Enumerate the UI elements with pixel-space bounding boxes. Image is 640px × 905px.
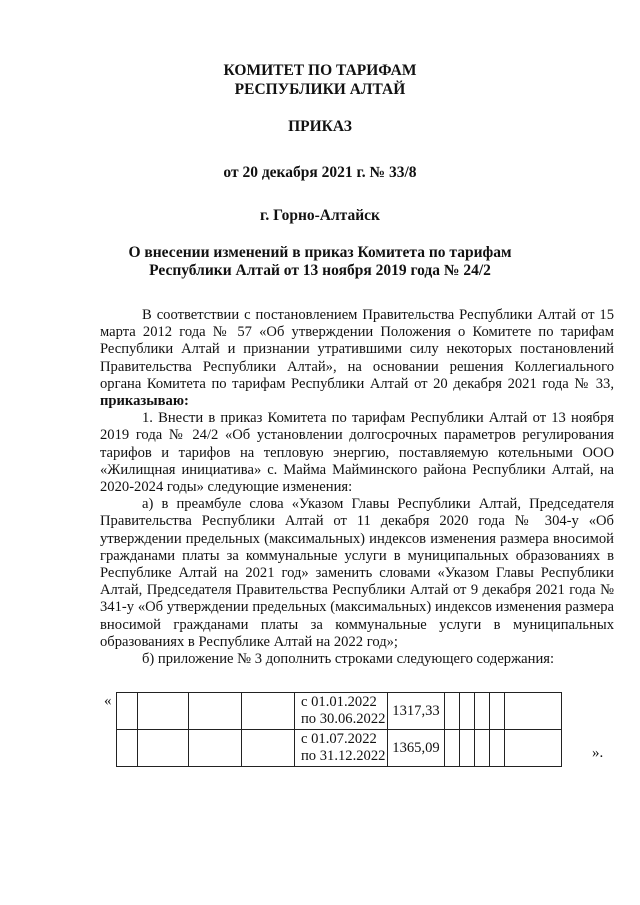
table-cell — [460, 730, 475, 767]
period-from: с 01.07.2022 — [301, 731, 377, 747]
paragraph-item-b: б) приложение № 3 дополнить строками следующего содержания: — [142, 651, 555, 668]
table-cell — [138, 693, 189, 730]
table-cell — [117, 693, 138, 730]
period-to: по 31.12.2022 — [301, 748, 386, 764]
table-cell — [505, 693, 562, 730]
preamble-order-word: приказываю: — [100, 393, 189, 410]
table-cell — [475, 730, 490, 767]
period-from: с 01.01.2022 — [301, 694, 377, 710]
table-cell — [445, 730, 460, 767]
table-row — [117, 693, 562, 730]
table-cell-period — [295, 730, 388, 767]
table-cell — [189, 730, 242, 767]
period-to: по 30.06.2022 — [301, 711, 386, 727]
table-cell — [490, 693, 505, 730]
org-name-line-1: КОМИТЕТ ПО ТАРИФАМ — [223, 62, 417, 79]
table-cell — [242, 693, 295, 730]
document-subject-line-1: О внесении изменений в приказ Комитета по тарифам — [128, 244, 512, 261]
table-cell — [475, 693, 490, 730]
org-name-line-2: РЕСПУБЛИКИ АЛТАЙ — [234, 81, 406, 98]
tariff-table — [116, 692, 562, 767]
table-cell-period — [295, 693, 388, 730]
table-cell-price: 1317,33 — [388, 693, 445, 730]
table-cell — [138, 730, 189, 767]
table-close-quote: ». — [592, 745, 604, 761]
table-cell — [117, 730, 138, 767]
table-cell-price: 1365,09 — [388, 730, 445, 767]
paragraph-item-1: 1. Внести в приказ Комитета по тарифам Республики Алтай от 13 ноября 2019 года № 24/2 «Об установлении долгосрочных параметров регулирования тарифов и тарифов на тепловую энергию, поставляемую котельными ООО «Жилищная инициатива» с. Майма Майминского района Республики Алтай, на 2020-2024 годы» следующие изменения: — [100, 410, 614, 496]
table-open-quote: « — [104, 693, 112, 709]
table-cell — [189, 693, 242, 730]
document-subject-line-2: Республики Алтай от 13 ноября 2019 года № 24/2 — [149, 262, 491, 279]
table-cell — [445, 693, 460, 730]
paragraph-item-a: а) в преамбуле слова «Указом Главы Республики Алтай, Председателя Правительства Республики Алтай от 11 декабря 2020 года № 304-у «Об утверждении предельных (максимальных) индексов изменения размера вносимой гражданами платы за коммунальные услуги в муниципальных образованиях в Республике Алтай на 2021 год» заменить словами «Указом Главы Республики Алтай, Председателя Правительства Республики Алтай от 9 декабря 2021 года № 341-у «Об утверждении предельных (максимальных) индексов изменения размера вносимой гражданами платы за коммунальные услуги в муниципальных образованиях в Республике Алтай на 2022 год»; — [100, 496, 614, 650]
document-type: ПРИКАЗ — [288, 118, 352, 135]
table-cell — [505, 730, 562, 767]
preamble-text: В соответствии с постановлением Правительства Республики Алтай от 15 марта 2012 года № 57 «Об утверждении Положения о Комитете по тарифам Республики Алтай и признании утратившими силу некоторых постановлений Правительства Республики Алтай», на основании решения Коллегиального органа Комитета по тарифам Республики Алтай от 20 декабря 2021 года № 33, — [100, 307, 614, 392]
document-city: г. Горно-Алтайск — [260, 207, 380, 224]
table-cell — [460, 693, 475, 730]
table-cell — [490, 730, 505, 767]
table-row — [117, 730, 562, 767]
document-date-number: от 20 декабря 2021 г. № 33/8 — [223, 164, 417, 181]
table-cell — [242, 730, 295, 767]
paragraph-preamble — [100, 307, 614, 410]
document-body — [100, 307, 614, 668]
